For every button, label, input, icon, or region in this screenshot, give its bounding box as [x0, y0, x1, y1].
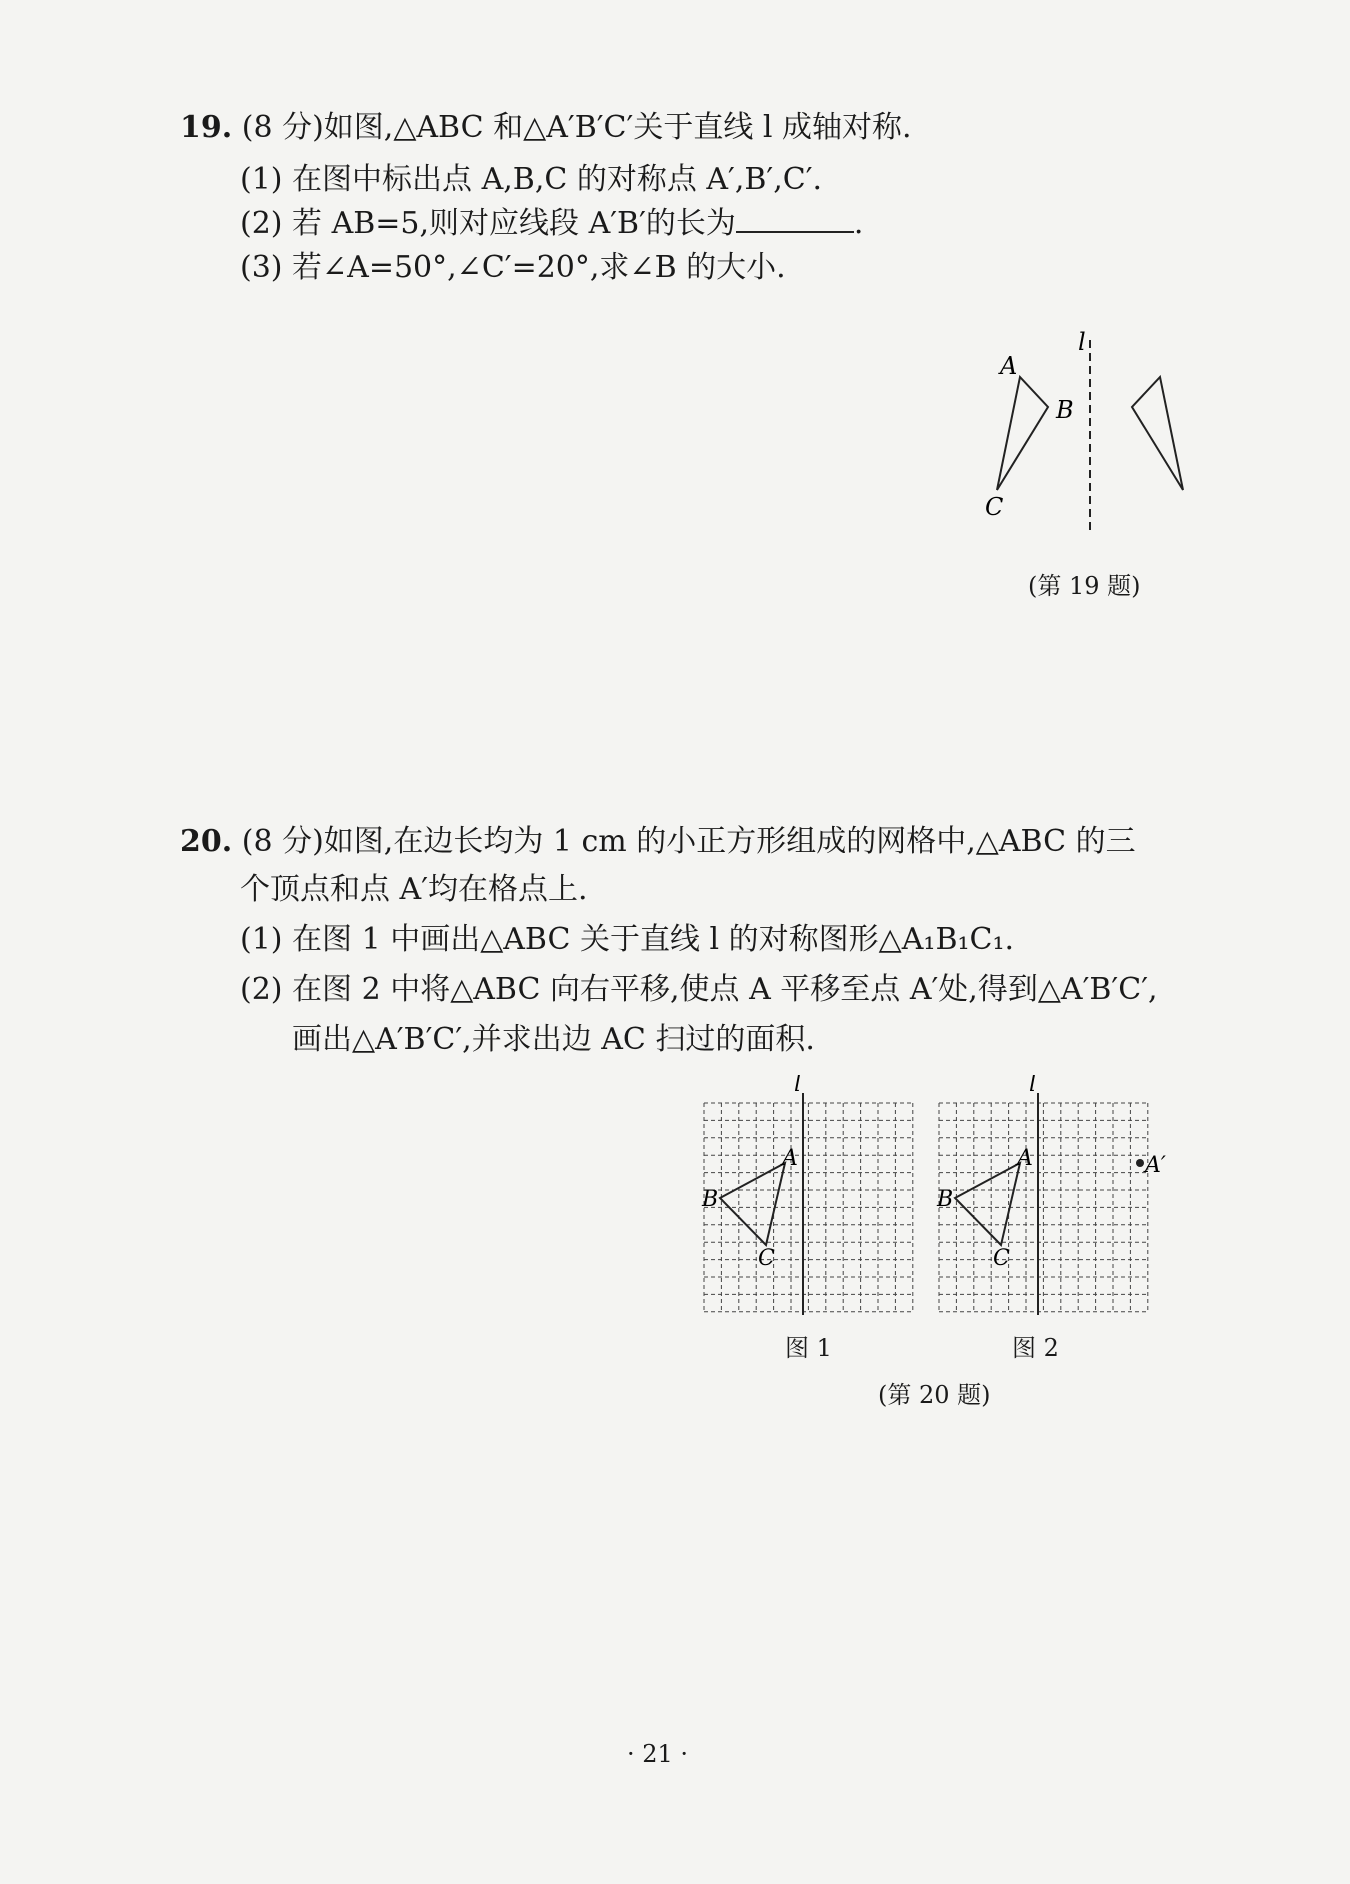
q20-fig2-label-c: C	[993, 1246, 1010, 1271]
q20-caption: (第 20 题)	[878, 1381, 991, 1409]
q20-fig1-label-c: C	[758, 1246, 775, 1271]
q19-part2-line	[240, 204, 863, 244]
q20-part1: (1) 在图 1 中画出△ABC 关于直线 l 的对称图形△A₁B₁C₁.	[240, 922, 1015, 957]
q20-fig2-label-a-prime: A′	[1145, 1153, 1166, 1178]
q19-part3: (3) 若∠A=50°,∠C′=20°,求∠B 的大小.	[240, 250, 786, 285]
q20-fig2-point-a-prime	[1136, 1159, 1144, 1167]
q20-part2-1: (2) 在图 2 中将△ABC 向右平移,使点 A 平移至点 A′处,得到△A′B′C′,	[240, 972, 1158, 1007]
q20-intro-1: (8 分)如图,在边长均为 1 cm 的小正方形组成的网格中,△ABC 的三	[241, 824, 1136, 859]
q20-fig2-label-a: A	[1017, 1146, 1033, 1171]
q19-caption: (第 19 题)	[1028, 572, 1141, 600]
q19-triangle-abc	[997, 377, 1048, 490]
q20-number: 20.	[180, 824, 233, 859]
q20-fig2-triangle	[955, 1163, 1020, 1245]
q19-part2-end: .	[853, 206, 864, 241]
q20-grid-2	[939, 1103, 1148, 1312]
q19-intro: (8 分)如图,△ABC 和△A′B′C′关于直线 l 成轴对称.	[241, 110, 912, 145]
q19-triangle-image	[1132, 377, 1183, 490]
q20-intro-line	[180, 822, 1136, 862]
q19-label-c: C	[985, 493, 1004, 521]
q20-fig1-triangle	[720, 1163, 785, 1245]
q20-fig1-label-b: B	[702, 1187, 719, 1212]
q20-fig2-label-b: B	[937, 1187, 954, 1212]
q19-part2-text: (2) 若 AB=5,则对应线段 A′B′的长为	[240, 206, 736, 241]
q20-fig1-line-label: l	[794, 1075, 802, 1097]
q19-figure	[980, 330, 1200, 530]
q20-fig1-caption: 图 1	[785, 1334, 832, 1362]
page-number: · 21 ·	[627, 1740, 689, 1768]
q20-fig1-label-a: A	[782, 1146, 798, 1171]
q20-grid-1	[704, 1103, 913, 1312]
q19-part1: (1) 在图中标出点 A,B,C 的对称点 A′,B′,C′.	[240, 162, 823, 197]
q20-fig2-caption: 图 2	[1012, 1334, 1059, 1362]
q20-figure-1	[690, 1075, 920, 1335]
q20-intro-2: 个顶点和点 A′均在格点上.	[240, 872, 588, 907]
q20-figure-2	[925, 1075, 1185, 1335]
q19-answer-blank[interactable]	[736, 231, 854, 233]
q20-part2-2: 画出△A′B′C′,并求出边 AC 扫过的面积.	[292, 1022, 815, 1057]
q19-line-label: l	[1078, 330, 1086, 356]
q19-label-b: B	[1056, 396, 1074, 424]
q19-intro-line	[180, 108, 912, 148]
q20-fig2-line-label: l	[1029, 1075, 1037, 1097]
q19-label-a: A	[1000, 352, 1018, 380]
q19-number: 19.	[180, 110, 233, 145]
